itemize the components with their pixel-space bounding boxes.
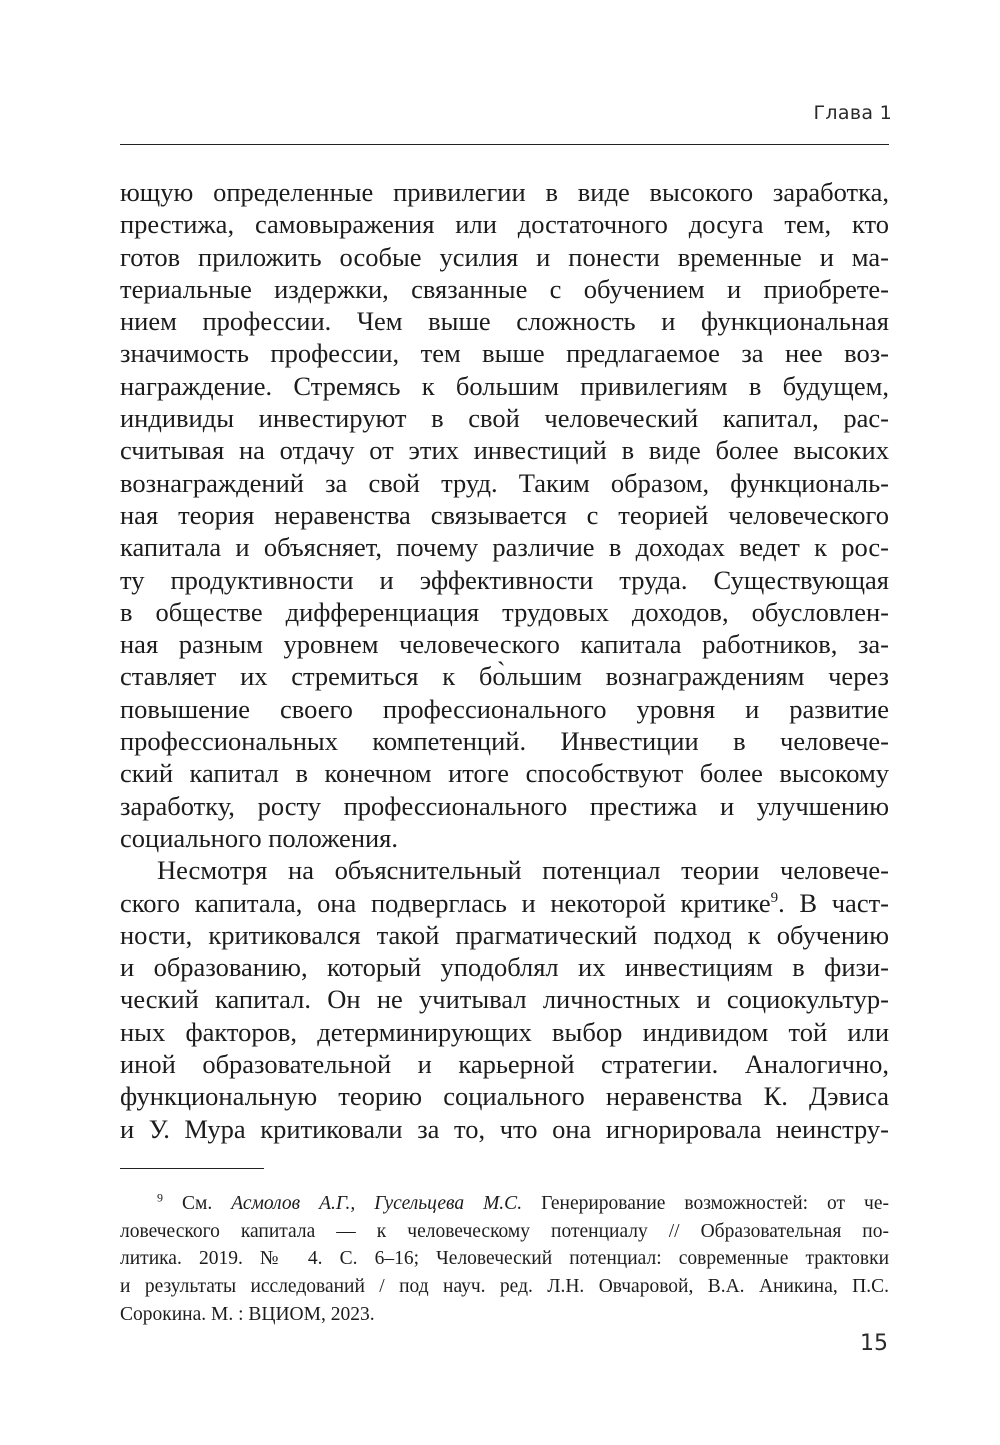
text-line: готов приложить особые усилия и понести временные и ма- [120,241,889,272]
text-line: индивиды инвестируют в свой человеческий капитал, рас- [120,403,889,434]
text-line: вознаграждений за свой труд. Таким образом, функциональ- [120,467,889,498]
footnote-number: 9 [157,1190,163,1205]
text-line: профессиональных компетенций. Инвестиции в человече- [120,726,889,757]
text-line: заработку, росту профессионального престижа и улучшению [120,790,889,821]
footnote-line [120,1190,889,1218]
paragraph-1 [120,176,889,854]
main-text [120,176,889,1145]
footnote-authors: Асмолов А.Г., Гусельцева М.С. [231,1193,523,1214]
footnote-ref[interactable]: 9 [770,889,779,906]
footnote [120,1190,889,1328]
text-line: в обществе дифференциация трудовых доходов, обусловлен- [120,596,889,627]
text-line: иной образовательной и карьерной стратегии. Аналогично, [120,1049,889,1080]
footnote-line: ловеческого капитала — к человеческому потенциалу // Образовательная по- [120,1220,889,1242]
text-line: ский капитал в конечном итоге способствуют более высокому [120,758,889,789]
text-line: ческий капитал. Он не учитывал личностных и социокультур- [120,984,889,1015]
text-line: ная разным уровнем человеческого капитала работников, за- [120,629,889,660]
text-fragment: . В част- [778,887,889,918]
running-head: Глава 1 [813,102,892,124]
text-line: и образованию, который уподоблял их инвестициям в физи- [120,952,889,983]
footnote-see: См. [181,1193,213,1214]
text-line: считывая на отдачу от этих инвестиций в виде более высоких [120,435,889,466]
text-line: ющую определенные привилегии в виде высокого заработка, [120,177,889,207]
text-line: капитала и объясняет, почему различие в доходах ведет к рос- [120,532,889,563]
text-line: ту продуктивности и эффективности труда. Существующая [120,564,889,595]
text-line: престижа, самовыражения или достаточного досуга тем, кто [120,209,889,240]
text-fragment: ского капитала, она подверглась и некоторой критике [120,887,771,918]
footnote-line: Сорокина. М. : ВЦИОМ, 2023. [120,1303,375,1325]
text-line: ная теория неравенства связывается с теорией человеческого [120,499,889,530]
text-line: ности, критиковался такой прагматический подход к обучению [120,919,889,950]
text-line: нием профессии. Чем выше сложность и функциональная [120,306,889,337]
text-line: повышение своего профессионального уровня и развитие [120,693,889,724]
footnote-line: и результаты исследований / под науч. ред. Л.Н. Овчаровой, В.А. Аникина, П.С. [120,1276,889,1298]
text-line: Несмотря на объяснительный потенциал теории человече- [157,855,889,886]
text-line: функциональную теорию социального неравенства К. Дэвиса [120,1081,889,1112]
header-rule [120,144,889,145]
text-line: териальные издержки, связанные с обучением и приобрете- [120,273,889,304]
text-line: и У. Мура критиковали за то, что она игнорировала неинстру- [120,1113,889,1144]
text-line: ставляет их стремиться к бо̀льшим вознаграждениям через [120,661,889,692]
paragraph-2 [120,854,889,1145]
text-line: награждение. Стремясь к большим привилегиям в будущем, [120,370,889,401]
text-line: значимость профессии, тем выше предлагаемое за нее воз- [120,338,889,369]
footnote-separator [120,1168,264,1169]
page-number: 15 [860,1331,888,1356]
footnote-line: литика. 2019. № 4. С. 6–16; Человеческий потенциал: современные трактовки [120,1248,889,1270]
footnote-title: Генерирование возможностей: от че- [541,1193,890,1214]
text-line: ных факторов, детерминирующих выбор индивидом той или [120,1016,889,1047]
text-line-with-footnote-ref [120,887,889,919]
text-line: социального положения. [120,822,398,853]
